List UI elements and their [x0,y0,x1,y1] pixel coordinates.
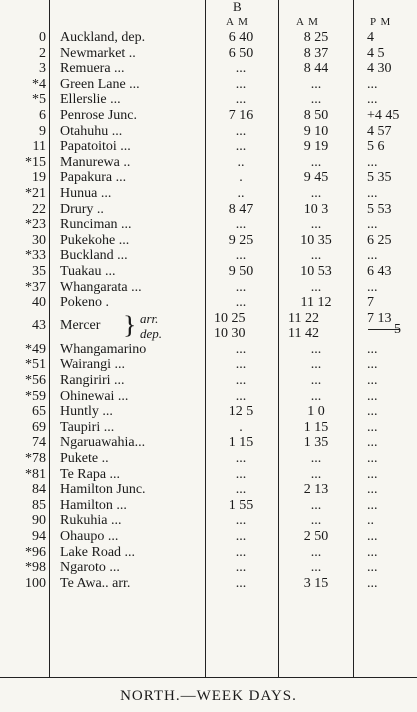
cell-station: Green Lane ... [60,76,140,92]
cell-c2: ... [310,544,322,560]
cell-mile: *56 [25,373,46,389]
cell-c1: ... [235,451,247,467]
cell-mile: 74 [32,435,46,451]
cell-station: Remuera ... [60,61,125,77]
cell-c2: ... [310,357,322,373]
table-row [0,248,417,264]
cell-mile: 19 [32,170,46,186]
cell-c1: ... [235,295,247,311]
cell-mile: *59 [25,388,46,404]
cell-c1: 1 15 [228,435,254,451]
cell-c1: ... [235,482,247,498]
cell-c1: ... [235,357,247,373]
cell-mile: 90 [32,513,46,529]
cell-c2: ... [310,373,322,389]
table-row [0,529,417,545]
table-row [0,108,417,124]
cell-c2: ... [310,185,322,201]
cell-mile: *51 [25,357,46,373]
table-row [0,264,417,280]
cell-station: Te Rapa ... [60,466,121,482]
table-row [0,451,417,467]
cell-mile: 85 [32,497,46,513]
cell-c1: ... [235,248,247,264]
cell-mile: *37 [25,279,46,295]
cell-c2: ... [310,76,322,92]
cell-mile: *15 [25,154,46,170]
cell-c3: ... [367,92,378,108]
cell-c3: ... [367,419,378,435]
cell-c2: 8 50 [303,107,329,123]
cell-c3: 4 57 [367,123,392,139]
table-row [0,77,417,93]
cell-c3: ... [367,341,378,357]
mercer-c1-arr: 10 25 [214,310,246,326]
cell-c1: ... [235,76,247,92]
cell-c2: 3 15 [303,575,329,591]
cell-c3: ... [367,451,378,467]
cell-mile: *5 [32,92,46,108]
cell-station: Whangamarino [60,341,147,357]
cell-c1: .. [237,185,245,201]
cell-c1: ... [235,575,247,591]
cell-c1: . [239,419,243,435]
cell-station: Otahuhu ... [60,123,123,139]
cell-c1: ... [235,466,247,482]
cell-station: Whangarata ... [60,279,142,295]
cell-mile: 22 [32,201,46,217]
cell-c1: ... [235,388,247,404]
cell-station: Te Awa.. arr. [60,575,131,591]
cell-c2: 8 25 [303,30,329,45]
cell-c1: 6 50 [228,45,254,61]
cell-c1: ... [235,513,247,529]
cell-c3: .. [367,513,374,529]
cell-c2: 1 35 [303,435,329,451]
cell-station: Newmarket .. [60,45,136,61]
cell-c1: 9 25 [228,232,254,248]
table-row [0,357,417,373]
col2-header: A M [296,16,319,28]
cell-mile: 100 [25,575,46,591]
cell-c1: ... [235,373,247,389]
cell-c2: 8 37 [303,45,329,61]
mercer-station: Mercer [60,317,101,333]
cell-mile: 30 [32,232,46,248]
cell-c2: 8 44 [303,61,329,77]
cell-c3: ... [367,466,378,482]
cell-station: Huntly ... [60,404,113,420]
cell-station: Buckland ... [60,248,128,264]
cell-c3: ... [367,388,378,404]
cell-c1: 12 5 [228,404,254,420]
cell-c3: ... [367,248,378,264]
cell-c1: ... [235,529,247,544]
cell-c1: 6 40 [228,30,254,45]
mercer-dep-label: dep. [140,326,163,342]
cell-c1: 1 55 [228,497,254,513]
cell-station: Papakura ... [60,170,127,186]
cell-c3: ... [367,529,378,544]
cell-station: Hamilton ... [60,497,127,513]
cell-mile: *81 [25,466,46,482]
cell-c2: 1 0 [307,404,325,420]
cell-station: Manurewa .. [60,154,131,170]
cell-mile: 6 [39,107,46,123]
table-row [0,435,417,451]
table-row [0,373,417,389]
cell-mile: 35 [32,263,46,279]
cell-c3: ... [367,154,378,170]
cell-mile: *98 [25,560,46,576]
cell-c3: 6 25 [367,232,392,248]
cell-c1: ... [235,139,247,155]
table-row [0,560,417,576]
cell-mile: 69 [32,419,46,435]
cell-station: Tuakau ... [60,263,116,279]
cell-c1: ... [235,544,247,560]
cell-c3: ... [367,185,378,201]
col1-header: A M [226,16,249,28]
cell-station: Ngaruawahia... [60,435,146,451]
cell-mile: *49 [25,341,46,357]
cell-c2: 9 45 [303,170,329,186]
cell-c2: 2 13 [303,482,329,498]
cell-station: Drury .. [60,201,104,217]
table-row [0,545,417,561]
cell-c2: 11 12 [300,295,332,311]
mercer-c2-arr: 11 22 [288,310,319,326]
cell-c3: ... [367,497,378,513]
cell-station: Hamilton Junc. [60,482,146,498]
cell-c1: . [239,170,243,186]
cell-c1: ... [235,279,247,295]
cell-station: Ohinewai ... [60,388,129,404]
cell-mile: *21 [25,185,46,201]
cell-c3: 4 5 [367,45,385,61]
footer-rule [0,677,417,678]
timetable-rows [0,30,417,591]
table-row-mercer [0,311,417,342]
cell-mile: 40 [32,295,46,311]
cell-c1: ... [235,61,247,77]
table-row [0,576,417,592]
cell-c3: ... [367,279,378,295]
cell-c3: 7 [367,295,374,311]
table-row [0,92,417,108]
cell-c3: +4 45 [367,107,400,123]
cell-mile: 9 [39,123,46,139]
rows-before-mercer [0,30,417,311]
table-row [0,513,417,529]
cell-c3: ... [367,575,378,591]
cell-station: Pukete .. [60,451,109,467]
cell-c1: ... [235,560,247,576]
table-row [0,186,417,202]
cell-c3: ... [367,217,378,233]
cell-station: Auckland, dep. [60,30,146,45]
cell-c3: ... [367,560,378,576]
cell-mile: *4 [32,76,46,92]
col3-header: P M [370,16,392,28]
cell-c2: ... [310,92,322,108]
cell-c3: 5 53 [367,201,392,217]
cell-c3: 4 30 [367,61,392,77]
cell-c3: ... [367,482,378,498]
table-row [0,46,417,62]
cell-station: Pokeno . [60,295,109,311]
cell-c2: ... [310,497,322,513]
cell-c3: ... [367,544,378,560]
cell-c2: 10 3 [303,201,329,217]
mercer-mile: 43 [32,317,46,333]
table-row [0,170,417,186]
brace-icon: } [123,311,137,340]
cell-mile: 3 [39,61,46,77]
cell-station: Rangiriri ... [60,373,125,389]
cell-mile: 94 [32,529,46,544]
cell-c2: ... [310,154,322,170]
cell-c1: 7 16 [228,107,254,123]
cell-c2: ... [310,248,322,264]
cell-c1: 9 50 [228,263,254,279]
table-row [0,61,417,77]
cell-c1: ... [235,217,247,233]
cell-station: Ohaupo ... [60,529,119,544]
mercer-c3-arr: 7 13 [367,310,392,326]
table-row [0,467,417,483]
cell-mile: 84 [32,482,46,498]
cell-station: Taupiri ... [60,419,115,435]
cell-c3: ... [367,373,378,389]
mercer-arr-label: arr. [140,310,159,326]
cell-c3: 4 [367,30,374,45]
cell-c3: ... [367,76,378,92]
table-row [0,155,417,171]
cell-mile: *23 [25,217,46,233]
cell-mile: *96 [25,544,46,560]
table-row [0,420,417,436]
cell-c3: ... [367,404,378,420]
cell-c2: 9 19 [303,139,329,155]
cell-c3: 5 6 [367,139,385,155]
table-row [0,498,417,514]
table-row [0,139,417,155]
mercer-c1-dep: 10 30 [214,326,246,342]
cell-c1: ... [235,341,247,357]
cell-station: Runciman ... [60,217,132,233]
cell-c3: ... [367,357,378,373]
table-row [0,124,417,140]
mercer-c2-dep: 11 42 [288,326,319,342]
cell-c2: 9 10 [303,123,329,139]
cell-mile: *33 [25,248,46,264]
cell-mile: 2 [39,45,46,61]
cell-c1: 8 47 [228,201,254,217]
cell-c2: ... [310,560,322,576]
cell-c3: 5 35 [367,170,392,186]
table-row [0,233,417,249]
cell-station: Penrose Junc. [60,107,137,123]
cell-c2: ... [310,217,322,233]
col1-top-label: B [233,0,242,14]
cell-mile: 11 [32,139,46,155]
table-row [0,30,417,46]
cell-c3: ... [367,435,378,451]
cell-c2: ... [310,388,322,404]
table-row [0,280,417,296]
cell-mile: 0 [39,30,46,45]
cell-station: Papatoitoi ... [60,139,131,155]
table-row [0,482,417,498]
cell-c2: 2 50 [303,529,329,544]
cell-c2: 10 35 [300,232,332,248]
table-row [0,342,417,358]
cell-station: Rukuhia ... [60,513,122,529]
cell-station: Lake Road ... [60,544,136,560]
cell-c2: ... [310,466,322,482]
section-footer: NORTH.—WEEK DAYS. [120,688,297,704]
table-row [0,295,417,311]
cell-station: Ellerslie ... [60,92,121,108]
cell-c1: ... [235,92,247,108]
cell-c2: 10 53 [300,263,332,279]
cell-c3: 6 43 [367,263,392,279]
cell-c2: ... [310,451,322,467]
rows-after-mercer [0,342,417,592]
table-row [0,202,417,218]
cell-mile: *78 [25,451,46,467]
cell-mile: 65 [32,404,46,420]
cell-c2: ... [310,341,322,357]
table-row [0,404,417,420]
cell-station: Ngaroto ... [60,560,120,576]
cell-station: Pukekohe ... [60,232,130,248]
table-row [0,389,417,405]
mercer-c3-dep: 5 [394,321,401,337]
cell-station: Hunua ... [60,185,112,201]
cell-c2: ... [310,279,322,295]
cell-c1: ... [235,123,247,139]
cell-c1: .. [237,154,245,170]
cell-c2: ... [310,513,322,529]
cell-station: Wairangi ... [60,357,125,373]
table-row [0,217,417,233]
cell-c2: 1 15 [303,419,329,435]
